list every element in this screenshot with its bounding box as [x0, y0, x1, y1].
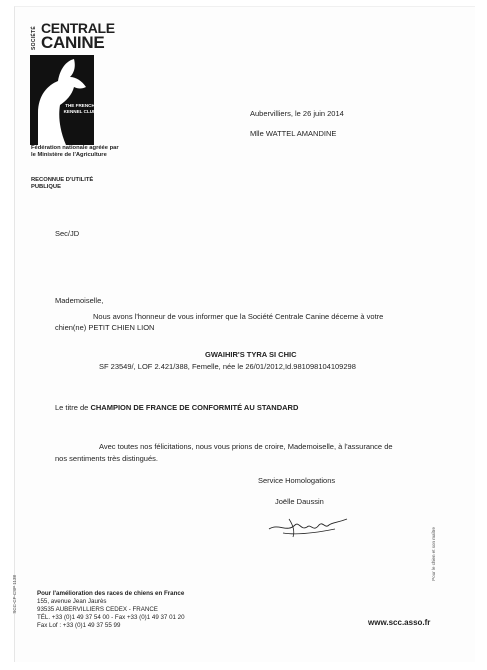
- dog-name: GWAIHIR'S TYRA SI CHIC: [205, 350, 297, 359]
- dog-head-logo-icon: [30, 55, 94, 145]
- footer-phone: TÉL. +33 (0)1 49 37 54 00 - Fax +33 (0)1 49 37 01 20: [37, 614, 185, 621]
- footer-address-1: 155, avenue Jean Jaurès: [37, 598, 107, 605]
- logo-kennel-club: THE FRENCH KENNEL CLUB: [63, 103, 97, 114]
- footer-fax-lof: Fax Lof : +33 (0)1 49 37 55 99: [37, 622, 121, 629]
- document-code: SCC-CF-CSP 1138: [12, 575, 17, 614]
- recipient-name: Mlle WATTEL AMANDINE: [250, 129, 337, 138]
- closing-line-1: Avec toutes nos félicitations, nous vous prions de croire, Mademoiselle, à l'assurance de: [99, 442, 393, 451]
- title-awarded: CHAMPION DE FRANCE DE CONFORMITÉ AU STANDARD: [90, 403, 299, 412]
- title-line: [55, 403, 298, 412]
- footer-address-2: 93535 AUBERVILLIERS CEDEX - FRANCE: [37, 606, 158, 613]
- federation-text: Fédération nationale agréée par le Ministère de l'Agriculture: [31, 145, 119, 159]
- footer-address: [37, 590, 185, 630]
- letter-page: [14, 6, 475, 662]
- logo-canine: CANINE: [41, 33, 105, 52]
- dog-details: SF 23549/, LOF 2.421/388, Femelle, née le 26/01/2012,Id.981098104109298: [99, 362, 356, 371]
- body-line-2: chien(ne) PETIT CHIEN LION: [55, 323, 155, 332]
- logo-centrale: CENTRALE: [41, 20, 115, 36]
- closing-line-2: nos sentiments très distingués.: [55, 454, 158, 463]
- body-line-1: Nous avons l'honneur de vous informer que la Société Centrale Canine décerne à votre: [93, 312, 384, 321]
- website-link[interactable]: www.scc.asso.fr: [368, 618, 431, 627]
- reference: Sec/JD: [55, 229, 80, 238]
- salutation: Mademoiselle,: [55, 296, 104, 305]
- public-utility-text: RECONNUE D'UTILITÉ PUBLIQUE: [31, 177, 94, 191]
- footer-title: Pour l'amélioration des races de chiens en France: [37, 590, 185, 597]
- place-date: Aubervilliers, le 26 juin 2014: [250, 109, 344, 118]
- handwritten-signature-icon: [265, 511, 351, 541]
- side-motto: Pour le chien et son maître: [431, 527, 436, 581]
- signature-name: Joëlle Daussin: [275, 497, 324, 506]
- logo-societe: SOCIÉTÉ: [31, 25, 37, 51]
- signature-service: Service Homologations: [258, 476, 336, 485]
- title-prefix: Le titre de: [55, 403, 91, 412]
